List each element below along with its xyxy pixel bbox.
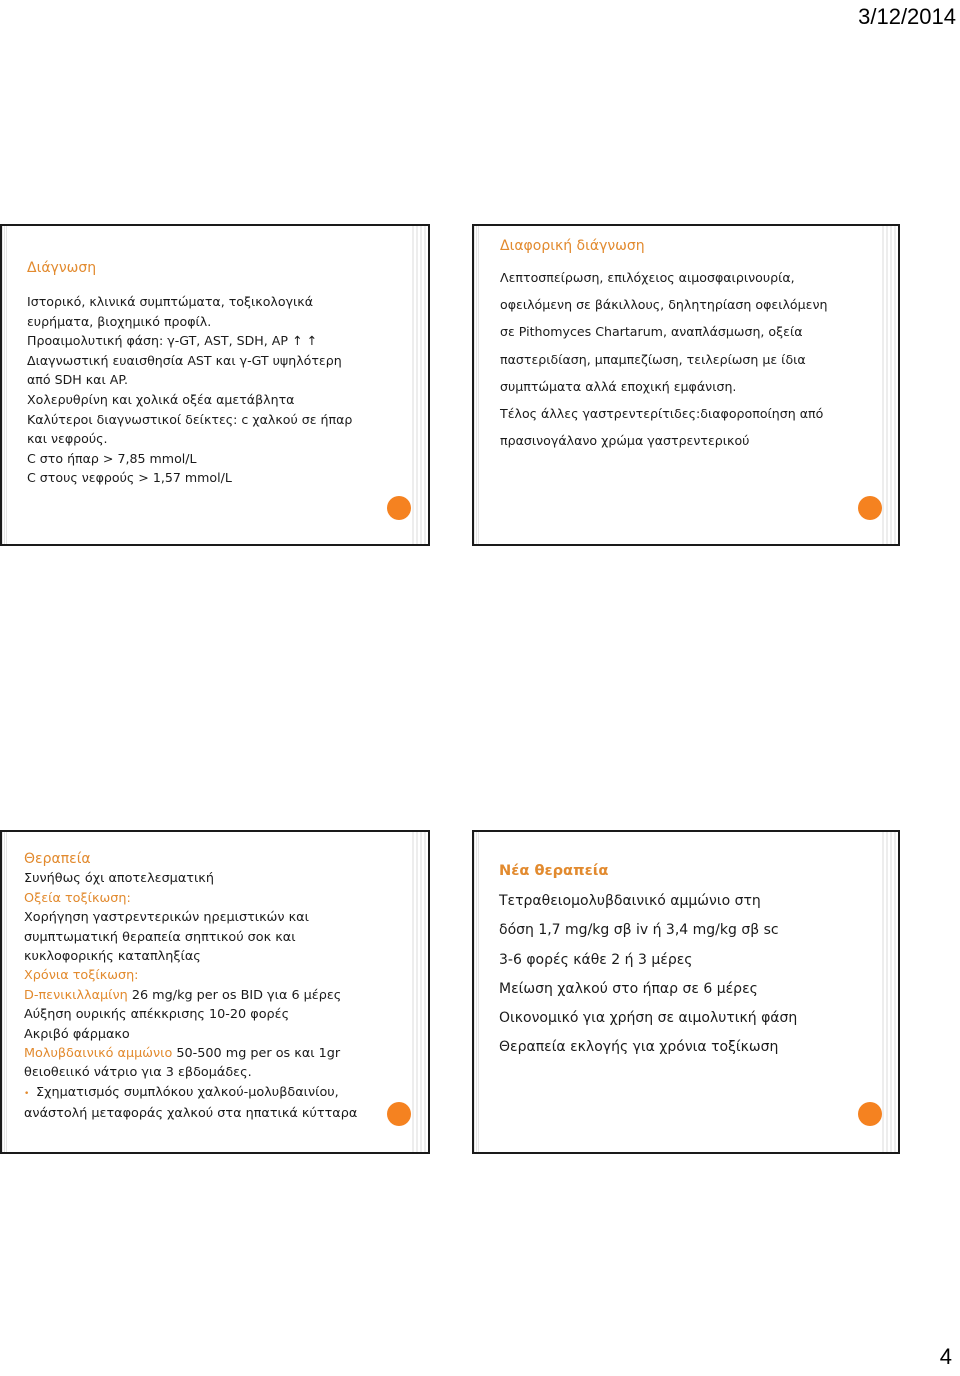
text-line: 3-6 φορές κάθε 2 ή 3 μέρες	[499, 951, 693, 968]
text-line: ευρήματα, βιοχημικό προφίλ.	[27, 313, 212, 329]
text-line: Θεραπεία εκλογής για χρόνια τοξίκωση	[499, 1039, 779, 1056]
text-line: Ιστορικό, κλινικά συμπτώματα, τοξικολογικά	[27, 294, 314, 309]
text-line: Τέλος άλλες γαστρεντερίτιδες:διαφοροποίηση από	[500, 406, 824, 422]
text-line: Ακριβό φάρμακο	[24, 1026, 130, 1042]
slide-content	[500, 238, 827, 454]
page-date: 3/12/2014	[858, 4, 956, 29]
text-line: Χορήγηση γαστρεντερικών ηρεμιστικών και	[24, 910, 309, 926]
slide-border-decoration	[2, 226, 7, 544]
orange-circle-icon	[387, 1102, 411, 1126]
drug-dose: 26 mg/kg per os BID για 6 μέρες	[127, 987, 342, 1003]
text-line: από SDH και AP.	[27, 372, 128, 388]
page-number: 4	[939, 1344, 952, 1369]
text-line: παστεριδίαση, μπαμπεζίωση, τειλερίωση με ίδια	[500, 351, 806, 367]
text-line	[24, 1044, 357, 1063]
slide-treatment	[0, 830, 430, 1154]
slide-title: Νέα θεραπεία	[499, 862, 609, 879]
text-line: Καλύτεροι διαγνωστικοί δείκτες: c χαλκού σε ήπαρ	[27, 411, 353, 427]
slide-content	[24, 850, 357, 1124]
slide-title: Θεραπεία	[24, 851, 91, 867]
text-line: Προαιμολυτική φάση: γ-GT, AST, SDH, AP ↑ ↑	[27, 333, 318, 349]
section-heading: Χρόνια τοξίκωση:	[24, 968, 139, 984]
slide-title: Διαφορική διάγνωση	[500, 238, 645, 254]
text-line: Μείωση χαλκού στο ήπαρ σε 6 μέρες	[499, 980, 758, 997]
text-line: Διαγνωστική ευαισθησία AST και γ-GT υψηλότερη	[27, 352, 342, 368]
text-line: Χολερυθρίνη και χολικά οξέα αμετάβλητα	[27, 391, 295, 407]
text-line: οφειλόμενη σε βάκιλλους, δηλητηρίαση οφειλόμενη	[500, 297, 828, 313]
text-line: θειοθειικό νάτριο για 3 εβδομάδες.	[24, 1065, 252, 1081]
bullet-text: Σχηματισμός συμπλόκου χαλκού-μολυβδαινίου,	[36, 1084, 339, 1100]
slide-diagnosis	[0, 224, 430, 546]
slide-border-decoration	[474, 832, 479, 1152]
orange-circle-icon	[858, 496, 882, 520]
text-line: σε Pithomyces Chartarum, αναπλάσμωση, οξεία	[500, 324, 803, 340]
drug-name: D-πενικιλλαμίνη	[24, 987, 128, 1003]
slide-border-decoration	[474, 226, 479, 544]
text-line: Συνήθως όχι αποτελεσματική	[24, 871, 214, 887]
slide-border-decoration	[2, 832, 7, 1152]
slide-new-treatment	[472, 830, 900, 1154]
text-line: ανάστολή μεταφοράς χαλκού στα ηπατικά κύτταρα	[24, 1106, 358, 1122]
bullet-icon: •	[24, 1088, 30, 1099]
text-line	[24, 986, 357, 1005]
text-line: κυκλοφορικής καταπληξίας	[24, 949, 201, 965]
text-line: Λεπτοσπείρωση, επιλόχειος αιμοσφαιρινουρία,	[500, 270, 795, 285]
text-line: Οικονομικό για χρήση σε αιμολυτική φάση	[499, 1010, 798, 1027]
text-line: συμπτώματα αλλά εποχική εμφάνιση.	[500, 378, 737, 394]
slide-title: Διάγνωση	[27, 260, 97, 276]
slide-content	[499, 856, 797, 1062]
slide-differential-diagnosis	[472, 224, 900, 546]
text-line: Τετραθειομολυβδαινικό αμμώνιο στη	[499, 893, 761, 910]
section-heading: Οξεία τοξίκωση:	[24, 890, 131, 906]
orange-circle-icon	[858, 1102, 882, 1126]
slide-content	[27, 260, 352, 488]
drug-dose: 50-500 mg per os και 1gr	[172, 1046, 341, 1062]
text-line: C στο ήπαρ > 7,85 mmol/L	[27, 450, 197, 466]
text-line: C στους νεφρούς > 1,57 mmol/L	[27, 470, 232, 486]
text-line: Αύξηση ουρικής απέκκρισης 10-20 φορές	[24, 1007, 290, 1023]
text-line: πρασινογάλανο χρώμα γαστρεντερικού	[500, 433, 750, 449]
bullet-item	[24, 1083, 357, 1104]
text-line: δόση 1,7 mg/kg σβ iv ή 3,4 mg/kg σβ sc	[499, 922, 779, 939]
text-line: και νεφρούς.	[27, 431, 108, 447]
text-line: συμπτωματική θεραπεία σηπτικού σοκ και	[24, 929, 296, 945]
drug-name: Μολυβδαινικό αμμώνιο	[24, 1046, 173, 1062]
orange-circle-icon	[387, 496, 411, 520]
